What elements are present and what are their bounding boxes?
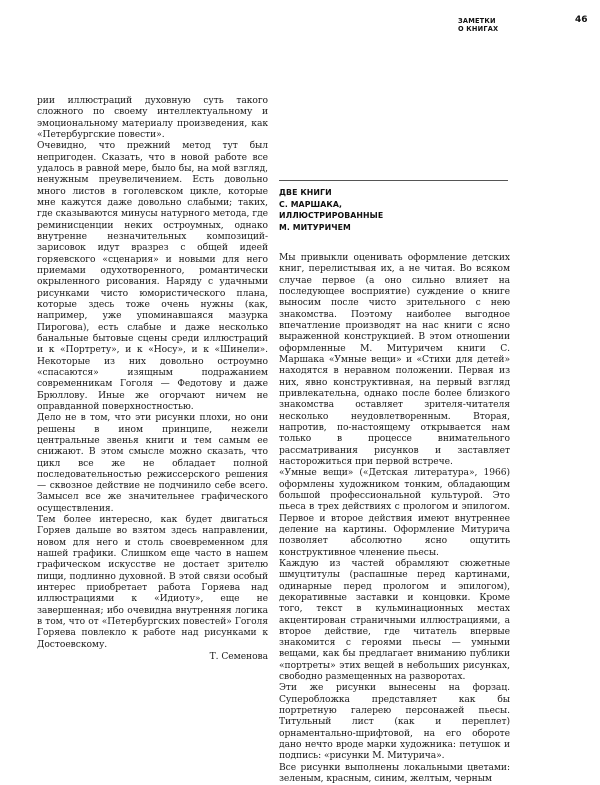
paragraph: Каждую из частей обрамляют сюжетные шмуцтитулы (распашные перед картинами, одинарные перед прологом и эпилогом), декоративные заставки и концовки. Кроме того, текст в кульминационных местах акцентирован страничными иллюстрациями, а второе действие, где читатель впервые знакомится с героями пьесы — умными вещами, как бы предлагает вниманию публики «портреты» этих вещей в небольших рисунках, свободно размещенных на разворотах.: [279, 558, 510, 683]
running-head: [458, 17, 498, 33]
article-title-line: С. МАРШАКА,: [279, 199, 343, 209]
page-number: 46: [575, 15, 588, 25]
paragraph: Дело не в том, что эти рисунки плохи, но они решены в ином принципе, нежели центральные звенья книги и тем самым ее снижают. В этом смысле можно сказать, что цикл все же не обладает полной последовательностью режиссерского решения — сквозное действие не подчинило себе всего. Замысел все же значительнее графического осуществления.: [37, 413, 268, 514]
paragraph: рии иллюстраций духовную суть такого сложного по своему интеллектуальному и эмоциональному материалу произведения, как «Петербургские повести».: [37, 96, 268, 140]
section-title-line-1: ЗАМЕТКИ: [458, 17, 496, 25]
paragraph: «Умные вещи» («Детская литература», 1966) оформлены художником тонким, обладающим большой профессиональной культурой. Это пьеса в трех действиях с прологом и эпилогом. Первое и второе действия имеют внутреннее деление на картины. Оформление Митурича позволяет абсолютно ясно ощутить конструктивное членение пьесы.: [279, 468, 510, 558]
paragraph: Все рисунки выполнены локальными цветами: зеленым, красным, синим, желтым, черным: [279, 762, 510, 785]
section-divider: [279, 180, 508, 181]
article-title: [279, 187, 509, 233]
paragraph: Тем более интересно, как будет двигаться Горяев дальше во взятом здесь направлении, новом для него и столь своевременном для нашей графики. Слишком еще часто в нашем графическом искусстве не достает зрителю пищи, подлинно духовной. В этой связи особый интерес приобретает работа Горяева над иллюстрациями к «Идиоту», еще не завершенная; ибо очевидна внутренняя логика в том, что от «Петербургских повестей» Гоголя Горяева повлекло к работе над рисунками к Достоевскому.: [37, 515, 268, 650]
paragraph: Очевидно, что прежний метод тут был непригоден. Сказать, что в новой работе все удалось в равной мере, было бы, на мой взгляд, ненужным преувеличением. Есть довольно много листов в гоголевском цикле, которые мне кажутся даже довольно слабыми; таких, где сказываются минусы натурного метода, где реминисценции неких остроумных, однако внутренне незначительных композиций-зарисовок идут вразрез с общей идеей горяевского «сценария» и новыми для него приемами одухотворенного, романтически окрыленного рисования. Наряду с удачными рисунками чисто юмористического плана, которые здесь тоже очень нужны (как, например, уже упоминавшаяся мазурка Пирогова), есть слабые и даже несколько банальные бытовые сцены среди иллюстраций и к «Портрету», и к «Носу», и к «Шинели». Некоторые из них довольно остроумно «спасаются» изящным подражанием современникам Гоголя — Федотову и даже Брюллову. Иные же огорчают ничем не оправданной поверхностностью.: [37, 141, 268, 412]
author-signature: Т. Семенова: [209, 652, 268, 663]
paragraph: Эти же рисунки вынесены на форзац. Суперобложка представляет как бы портретную галерею персонажей пьесы. Титульный лист (как и переплет) орнаментально-шрифтовой, на его обороте дано нечто вроде марки художника: петушок и подпись: «рисунки М. Митурича».: [279, 683, 510, 762]
article-title-line: М. МИТУРИЧЕМ: [279, 222, 351, 232]
article-title-line: ИЛЛЮСТРИРОВАННЫЕ: [279, 211, 384, 221]
paragraph: Мы привыкли оценивать оформление детских книг, перелистывая их, а не читая. Во всяком случае первое (а оно сильно влияет на последующее восприятие) суждение о книге выносим после чисто зрительного с нею знакомства. Поэтому наиболее выгодное впечатление производят на нас книги с ясно выраженной конструкцией. В этом отношении оформленные М. Митуричем книги С. Маршака «Умные вещи» и «Стихи для детей» находятся в неравном положении. Первая из них, явно конструктивная, на первый взгляд привлекательна, однако после более близкого знакомства оставляет зрителя-читателя несколько неудовлетворенным. Вторая, напротив, по-настоящему открывается нам только в процессе внимательного рассматривания рисунков и заставляет насторожиться при первой встрече.: [279, 253, 510, 467]
left-column: [37, 96, 268, 663]
section-title-line-2: О КНИГАХ: [458, 25, 499, 33]
article-title-line: ДВЕ КНИГИ: [279, 188, 332, 197]
right-column: [279, 253, 510, 785]
